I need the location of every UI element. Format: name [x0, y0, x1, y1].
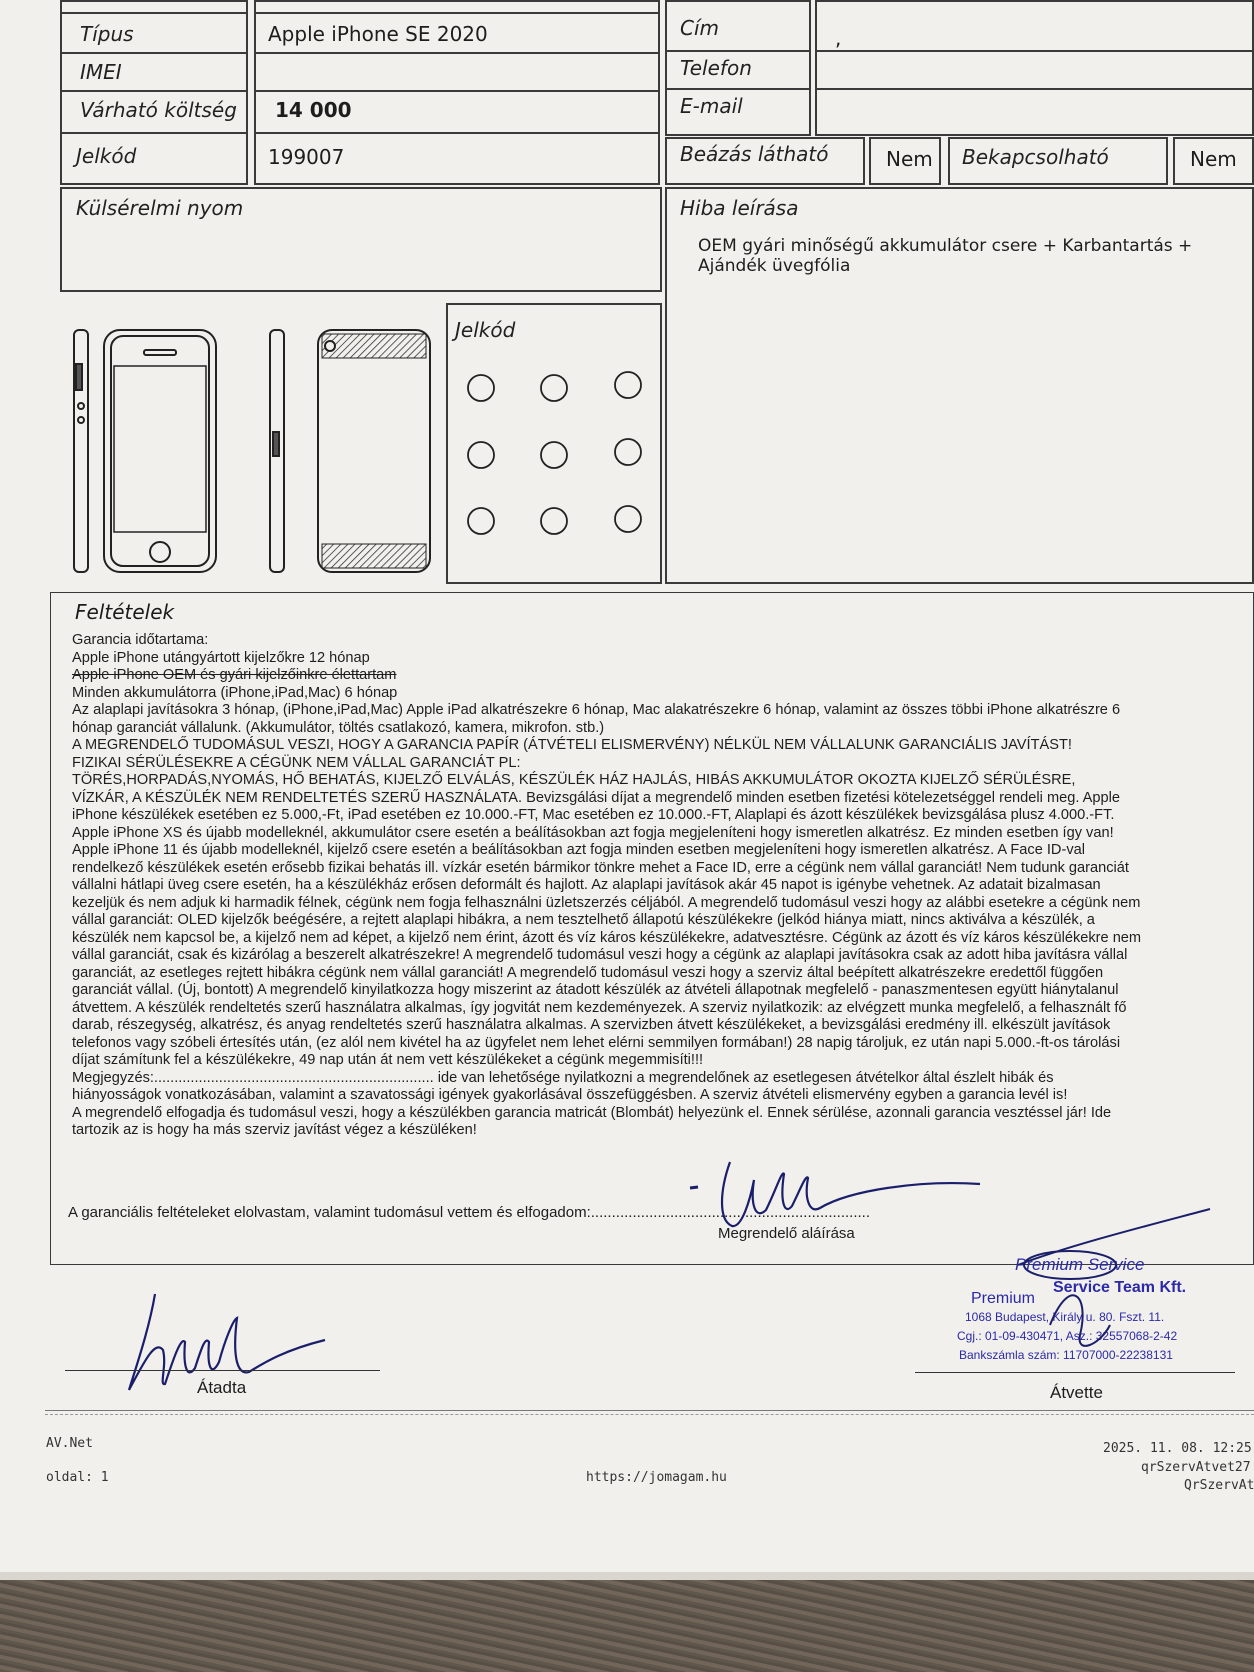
divider [817, 50, 1254, 52]
pattern-dot [615, 439, 641, 465]
terms-line: készülék nem kapcsol be, a kijelző nem ad képet, a kijelző nem érint, ázott és víz káros készülékekre, adatvesztésre. Cégünk az ázott és víz káros készülékekre nem [72, 929, 1142, 946]
fault-label: Hiba leírása [680, 196, 799, 220]
code-label: Jelkód [76, 144, 137, 168]
divider [256, 132, 660, 134]
stamp-bank: Bankszámla szám: 11707000-22238131 [959, 1348, 1173, 1362]
power-on-label: Bekapcsolható [962, 145, 1109, 169]
divider [256, 12, 660, 14]
footer-datetime: 2025. 11. 08. 12:25 [1103, 1441, 1252, 1456]
footer-divider-dashed [45, 1414, 1254, 1415]
external-damage-label: Külsérelmi nyom [76, 196, 244, 220]
water-damage-label: Beázás látható [680, 142, 829, 166]
footer-software: AV.Net [46, 1436, 93, 1451]
handover-signature-line [65, 1370, 380, 1371]
pattern-lock-grid [446, 303, 662, 584]
pattern-dot [615, 372, 641, 398]
divider [667, 88, 811, 90]
terms-line: vállal garanciát, csak és kizárólag a beszerelt alkatrészekre! A megrendelő tudomásul veszi hogy a cégünk az alaplapi javításokra csak az adott hiba javításra vállal [72, 947, 1128, 963]
footer-divider [45, 1410, 1254, 1411]
terms-line: Apple iPhone utángyártott kijelzőkre 12 hónap [72, 649, 370, 666]
stamp-company: Service Team Kft. [1053, 1279, 1187, 1296]
pattern-dot [468, 375, 494, 401]
divider [62, 52, 248, 54]
terms-line: Garancia időtartama: [72, 632, 209, 648]
water-damage-value: Nem [886, 147, 933, 171]
terms-line: iPhone készülékek esetében ez 5.000,-Ft, iPad esetében ez 10.000.-FT, Mac esetében ez 10.000.-FT, Alaplapi és ázott készülékek bevizsgálása plusz 4.000.-FT. [72, 807, 1115, 823]
cost-value: 14 000 [275, 98, 352, 122]
divider [256, 90, 660, 92]
terms-line: tartozik az is hogy ha más szerviz javítást végez a készüléken! [72, 1122, 477, 1138]
received-label: Átvette [1050, 1383, 1103, 1402]
pattern-dot [615, 506, 641, 532]
terms-line: Minden akkumulátorra (iPhone,iPad,Mac) 6 hónap [72, 684, 398, 701]
customer-signature-label: Megrendelő aláírása [718, 1225, 855, 1242]
terms-title: Feltételek [75, 600, 175, 624]
customer-value-column [815, 0, 1254, 136]
pattern-dot [468, 508, 494, 534]
floor-background [0, 1580, 1254, 1672]
pattern-dot [541, 508, 567, 534]
terms-line: Apple iPhone XS és újabb modelleknél, akkumulátor csere esetén a beálításokban azt fogja megjeleníteni hogy ismeretlen alkatrész. Ez minden esetben így van! [72, 824, 1114, 841]
power-on-value: Nem [1190, 147, 1237, 171]
terms-line: A MEGRENDELŐ TUDOMÁSUL VESZI, HOGY A GARANCIA PAPÍR (ÁTVÉTELI ELISMERVÉNY) NÉLKÜL NEM VÁLLALUNK GARANCIÁLIS JAVÍTÁST! [72, 737, 1072, 753]
phone-left-side-view [74, 330, 88, 572]
phone-back-view [318, 330, 430, 572]
phone-label: Telefon [680, 56, 752, 80]
terms-line: Megjegyzés:..................................................................... ide van lehetősége nyilatkozni a megrendelőnek az esetlegesen átvételkor által észlelt hibák és [72, 1069, 1054, 1086]
divider [256, 52, 660, 54]
terms-line: VÍZKÁR, A KÉSZÜLÉK NEM RENDELTETÉS SZERŰ HASZNÁLATA. Bevizsgálási díjat a megrendelő minden esetben fizetési kötelezetséggel rendeli meg. Apple [72, 789, 1120, 806]
pattern-lock-label: Jelkód [455, 318, 516, 342]
terms-line: TÖRÉS,HORPADÁS,NYOMÁS, HŐ BEHATÁS, KIJELZŐ ELVÁLÁS, KÉSZÜLÉK HÁZ HAJLÁS, HIBÁS AKKUMULÁTOR OKOZTA KIJELZŐ SÉRÜLÉSRE, [72, 772, 1076, 788]
terms-line: darab, részegység, alkatrész, és anyag rendeltetés szerű használatra alkalmas. A szervizben átvett készülékeket, a bevizsgálási eredmény ill. elkészült javítások [72, 1017, 1111, 1033]
divider [62, 12, 248, 14]
terms-line: garanciát vállal. (Új, bontott) A megrendelő kinyilatkozza hogy miszerint az átadott készülék az átvételi állapotnak megfelelő - panaszmentesen együtt hiánytalanul [72, 982, 1119, 998]
cost-label: Várható költség [80, 98, 237, 122]
email-label: E-mail [680, 94, 743, 118]
terms-line: rendelkező készülékek esetén erősebb fizikai behatás ill. vízkár esetén bármikor tönkre mehet a Face ID, erre a cégünk nem vállal garanciát! Nem tudunk garanciát [72, 859, 1129, 876]
footer-url: https://jomagam.hu [586, 1470, 727, 1485]
phone-front-view [104, 330, 216, 572]
acceptance-statement: A garanciális feltételeket elolvastam, valamint tudomásul vettem és elfogadom:................................................................... [68, 1204, 870, 1221]
terms-line: átvettem. A készülék rendeltetés szerű használatra alkalmas, így jogvitát nem kezdeményezek. A szerviz nyilatkozik: az elvégzett munka megfelelő, a felhasznált fő [72, 999, 1127, 1016]
divider [667, 50, 811, 52]
pattern-dot [541, 442, 567, 468]
terms-line: FIZIKAI SÉRÜLÉSEKRE A CÉGÜNK NEM VÁLLAL GARANCIÁT PL: [72, 754, 521, 771]
footer-form-code: QrSzervAt [1184, 1478, 1254, 1493]
pattern-dot [468, 442, 494, 468]
terms-line: hiányosságok vonatkozásában, valamint a szavatossági igények gyakorlásával összefüggésben. A szerviz átvételi elismervény egyben a garancia levél is! [72, 1087, 1068, 1103]
terms-line: hónap garanciát vállalunk. (Akkumulátor, töltés csatlakozó, kamera, mikrofon. stb.) [72, 719, 605, 736]
terms-line: vállalni hátlapi üveg csere esetén, ha a készülékház erősen deformált és hajlott. Az alaplapi javítások akár 45 napot is igénybe vehetnek. Az adatait bizalmasan [72, 877, 1101, 893]
terms-line: A megrendelő elfogadja és tudomásul veszi, hogy a készülékben garancia matricát (Blombát) helyezünk el. Ennek sérülése, azonnali garancia vesztéssel jár! Ide [72, 1104, 1112, 1121]
footer-page: oldal: 1 [46, 1470, 109, 1485]
terms-line: Az alaplapi javításokra 3 hónap, (iPhone,iPad,Mac) Apple iPad alkatrészekre 6 hónap, Mac alakatrészekre 6 hónap, valamint az összes többi iPhone alkatrészre 6 [72, 702, 1121, 718]
terms-line: vállal garanciát: OLED kijelzők beégésére, a rejtett alaplapi hibákra, a nem tesztelhető állapotú készülékekre (jelkód hiánya miatt, nincs aktiválva a készülék, a [72, 912, 1095, 928]
type-label: Típus [80, 22, 134, 46]
footer-form-id: qrSzervAtvet27 [1141, 1460, 1251, 1475]
imei-label: IMEI [80, 60, 122, 84]
stamp-registration: Cgj.: 01-09-430471, Asz.: 32557068-2-42 [957, 1329, 1178, 1343]
address-label: Cím [680, 16, 720, 40]
handover-label: Átadta [197, 1378, 247, 1397]
terms-line: garanciát, az esetleges rejtett hibákra cégünk nem vállal garanciát! A megrendelő tudomásul veszi hogy a szerviz által beépített alkatrészekre eredettől függően [72, 964, 1104, 981]
divider [62, 132, 248, 134]
terms-line: Apple iPhone OEM és gyári kijelzőinkre élettartam [72, 667, 397, 683]
stamp-address: 1068 Budapest, Király u. 80. Fszt. 11. [965, 1310, 1165, 1324]
divider [62, 90, 248, 92]
type-value: Apple iPhone SE 2020 [268, 22, 488, 46]
stamp-prefix: Premium [971, 1290, 1036, 1307]
code-value: 199007 [268, 145, 345, 169]
address-value: , [835, 26, 842, 50]
terms-line: Apple iPhone 11 és újabb modelleknél, kijelző csere esetén a beálításokban azt fogja minden esetben megjeleníteni hogy ismeretlen alkatrész. A Face ID-val [72, 842, 1085, 858]
fault-text: OEM gyári minőségű akkumulátor csere + Karbantartás + Ajándék üvegfólia [698, 236, 1193, 276]
terms-text [72, 632, 1232, 1140]
phone-diagram [60, 294, 445, 584]
terms-line: telefonos vagy szóbeli értesítés után, (ez alól nem kivétel ha az ügyfelet nem lehet elérni semmilyen formában!) 28 napig tároljuk, ez után napi 5.000.-ft-os tárolási [72, 1034, 1121, 1051]
terms-line: díjat számítunk fel a készülékekre, 49 nap után át nem vett készülékeket a cégünk megemmisíti!!! [72, 1052, 704, 1068]
phone-right-side-view [270, 330, 284, 572]
stamp-signature [1010, 1205, 1225, 1365]
terms-line: kezeljük és nem adjuk ki harmadik félnek, cégünk nem fogja felhasználni üzletszerzés céljából. A megrendelő tudomásul veszi hogy az alábbi esetekre a cégünk nem [72, 894, 1141, 911]
pattern-dot [541, 375, 567, 401]
customer-signature [680, 1150, 1000, 1240]
divider [817, 88, 1254, 90]
received-signature-line [915, 1372, 1235, 1373]
stamp-script: Premium Service [1015, 1255, 1145, 1274]
